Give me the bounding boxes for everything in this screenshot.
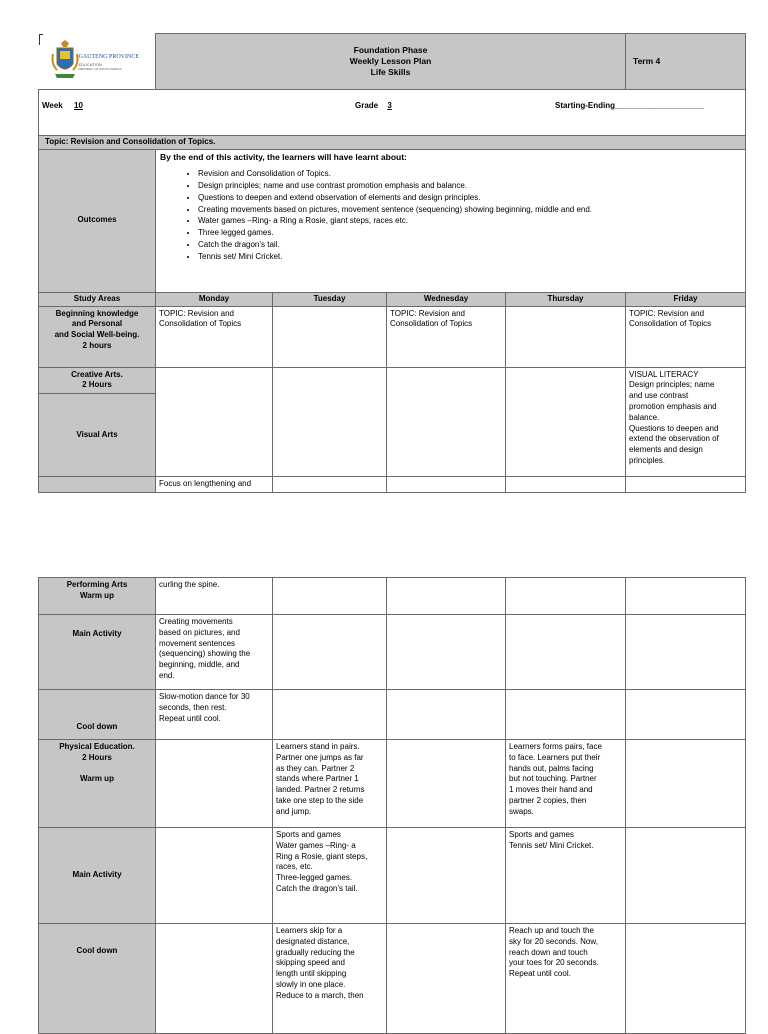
title-phase: Foundation Phase — [353, 44, 428, 55]
creative-arts-row — [39, 367, 746, 394]
friday-cell — [626, 740, 746, 828]
outcome-item: • Design principles; name and use contrast promotion emphasis and balance. — [198, 181, 742, 192]
starting-ending-value: ____________________ — [615, 101, 704, 110]
wednesday-cell — [387, 924, 506, 1034]
tuesday-cell: Learners stand in pairs. Partner one jumps as far as they can. Partner 2 stands where Partner 1 landed. Partner 2 returns take one step to the side and jump. — [273, 740, 387, 828]
outcome-item: • Three legged games. — [198, 228, 742, 239]
logo-text: GAUTENG PROVINCE — [78, 53, 139, 60]
topic-text: Topic: Revision and Consolidation of Topics. — [45, 137, 216, 146]
col-friday: Friday — [626, 292, 746, 306]
pe-warm-up-row — [39, 740, 746, 828]
monday-cell — [156, 367, 273, 477]
outcomes-list — [160, 169, 742, 262]
week-info-cell — [39, 90, 746, 136]
performing-arts-label: Performing Arts Warm up — [39, 578, 156, 615]
main-activity-row — [39, 615, 746, 690]
pe-main-activity-label: Main Activity — [39, 828, 156, 924]
beginning-knowledge-label: Beginning knowledge and Personal and Social Well-being. 2 hours — [39, 306, 156, 367]
col-tuesday: Tuesday — [273, 292, 387, 306]
beginning-knowledge-row — [39, 306, 746, 367]
friday-cell — [626, 615, 746, 690]
cool-down-label: Cool down — [39, 690, 156, 740]
physical-education-label: Physical Education. 2 Hours Warm up — [39, 740, 156, 828]
topic-row — [39, 136, 746, 150]
col-study-areas: Study Areas — [39, 292, 156, 306]
friday-cell: TOPIC: Revision and Consolidation of Topics — [626, 306, 746, 367]
term-cell — [626, 34, 746, 90]
thursday-cell — [506, 690, 626, 740]
term-label: Term 4 — [633, 55, 661, 66]
monday-cell: Slow-motion dance for 30 seconds, then rest. Repeat until cool. — [156, 690, 273, 740]
monday-cell — [156, 740, 273, 828]
focus-label-cell — [39, 477, 156, 493]
friday-cell — [626, 578, 746, 615]
friday-cell — [626, 690, 746, 740]
col-thursday: Thursday — [506, 292, 626, 306]
logo-corner-marks — [39, 34, 43, 45]
thursday-cell: Reach up and touch the sky for 20 seconds. Now, reach down and touch your toes for 20 seconds. Repeat until cool. — [506, 924, 626, 1034]
wednesday-cell: TOPIC: Revision and Consolidation of Topics — [387, 306, 506, 367]
week-field — [42, 101, 93, 112]
col-wednesday: Wednesday — [387, 292, 506, 306]
wednesday-cell — [387, 477, 506, 493]
grade-value: 3 — [387, 101, 392, 110]
title-plan: Weekly Lesson Plan — [349, 55, 432, 66]
thursday-cell: Sports and games Tennis set/ Mini Cricket. — [506, 828, 626, 924]
tuesday-cell — [273, 306, 387, 367]
logo-tagline: REPUBLIC OF SOUTH AFRICA — [78, 66, 122, 71]
outcome-item: • Water games –Ring- a Ring a Rosie, giant steps, races etc. — [198, 216, 742, 227]
friday-visual-literacy-cell: VISUAL LITERACY Design principles; name and use contrast promotion emphasis and balance. Questions to deepen and extend the observation of elements and design principles. — [626, 367, 746, 477]
starting-ending-field — [555, 101, 704, 112]
tuesday-cell: Learners skip for a designated distance, gradually reducing the skipping speed and length until skipping slowly in one place. Reduce to a march, then — [273, 924, 387, 1034]
tuesday-cell: Sports and games Water games –Ring- a Ring a Rosie, giant steps, races, etc. Three-legged games. Catch the dragon’s tail. — [273, 828, 387, 924]
lesson-plan-page-2 — [38, 577, 746, 1034]
thursday-cell — [506, 477, 626, 493]
wednesday-cell — [387, 615, 506, 690]
tuesday-cell — [273, 690, 387, 740]
main-activity-label: Main Activity — [39, 615, 156, 690]
friday-cell — [626, 924, 746, 1034]
wednesday-cell — [387, 740, 506, 828]
starting-ending-label: Starting-Ending — [555, 101, 615, 110]
tuesday-cell — [273, 477, 387, 493]
outcome-item: • Questions to deepen and extend observation of elements and design principles. — [198, 193, 742, 204]
thursday-cell — [506, 615, 626, 690]
visual-arts-label: Visual Arts — [39, 394, 156, 477]
friday-cell — [626, 477, 746, 493]
outcome-item: • Tennis set/ Mini Cricket. — [198, 252, 742, 263]
monday-cell: TOPIC: Revision and Consolidation of Topics — [156, 306, 273, 367]
focus-row — [39, 477, 746, 493]
monday-cell — [156, 828, 273, 924]
outcome-item: • Revision and Consolidation of Topics. — [198, 169, 742, 180]
outcomes-intro: By the end of this activity, the learners will have learnt about: — [160, 151, 407, 162]
wednesday-cell — [387, 578, 506, 615]
weekday-header-row — [39, 292, 746, 306]
cool-down-row — [39, 690, 746, 740]
wednesday-cell — [387, 367, 506, 477]
monday-cell: curling the spine. — [156, 578, 273, 615]
pe-cool-down-row — [39, 924, 746, 1034]
title-subject: Life Skills — [370, 67, 411, 78]
thursday-cell — [506, 367, 626, 477]
thursday-cell — [506, 306, 626, 367]
monday-cell — [156, 924, 273, 1034]
tuesday-cell — [273, 578, 387, 615]
tuesday-cell — [273, 615, 387, 690]
grade-field — [355, 101, 402, 112]
logo-subtext: EDUCATION — [78, 61, 102, 67]
outcome-item: • Creating movements based on pictures, movement sentence (sequencing) showing beginning, middle and end. — [198, 205, 742, 216]
friday-cell — [626, 828, 746, 924]
creative-arts-label: Creative Arts. 2 Hours — [39, 367, 156, 394]
pe-cool-down-label: Cool down — [39, 924, 156, 1034]
monday-cell: Creating movements based on pictures, and movement sentences (sequencing) showing the beginning, middle, and end. — [156, 615, 273, 690]
grade-label: Grade — [355, 101, 379, 110]
outcomes-cell — [156, 149, 746, 292]
plan-title-cell — [156, 34, 626, 90]
lesson-plan-page-1 — [38, 33, 746, 493]
week-value: 10 — [74, 101, 83, 110]
outcome-item: • Catch the dragon’s tail. — [198, 240, 742, 251]
week-label: Week — [42, 101, 63, 110]
tuesday-cell — [273, 367, 387, 477]
gauteng-crest-icon — [49, 40, 81, 82]
performing-arts-row — [39, 578, 746, 615]
outcomes-label: Outcomes — [39, 149, 156, 292]
monday-cell: Focus on lengthening and — [156, 477, 273, 493]
wednesday-cell — [387, 690, 506, 740]
pe-main-activity-row — [39, 828, 746, 924]
thursday-cell: Learners forms pairs, face to face. Learners put their hands out, palms facing but not touching. Partner 1 moves their hand and partner 2 copies, then swaps. — [506, 740, 626, 828]
logo-cell — [39, 34, 156, 90]
wednesday-cell — [387, 828, 506, 924]
thursday-cell — [506, 578, 626, 615]
col-monday: Monday — [156, 292, 273, 306]
